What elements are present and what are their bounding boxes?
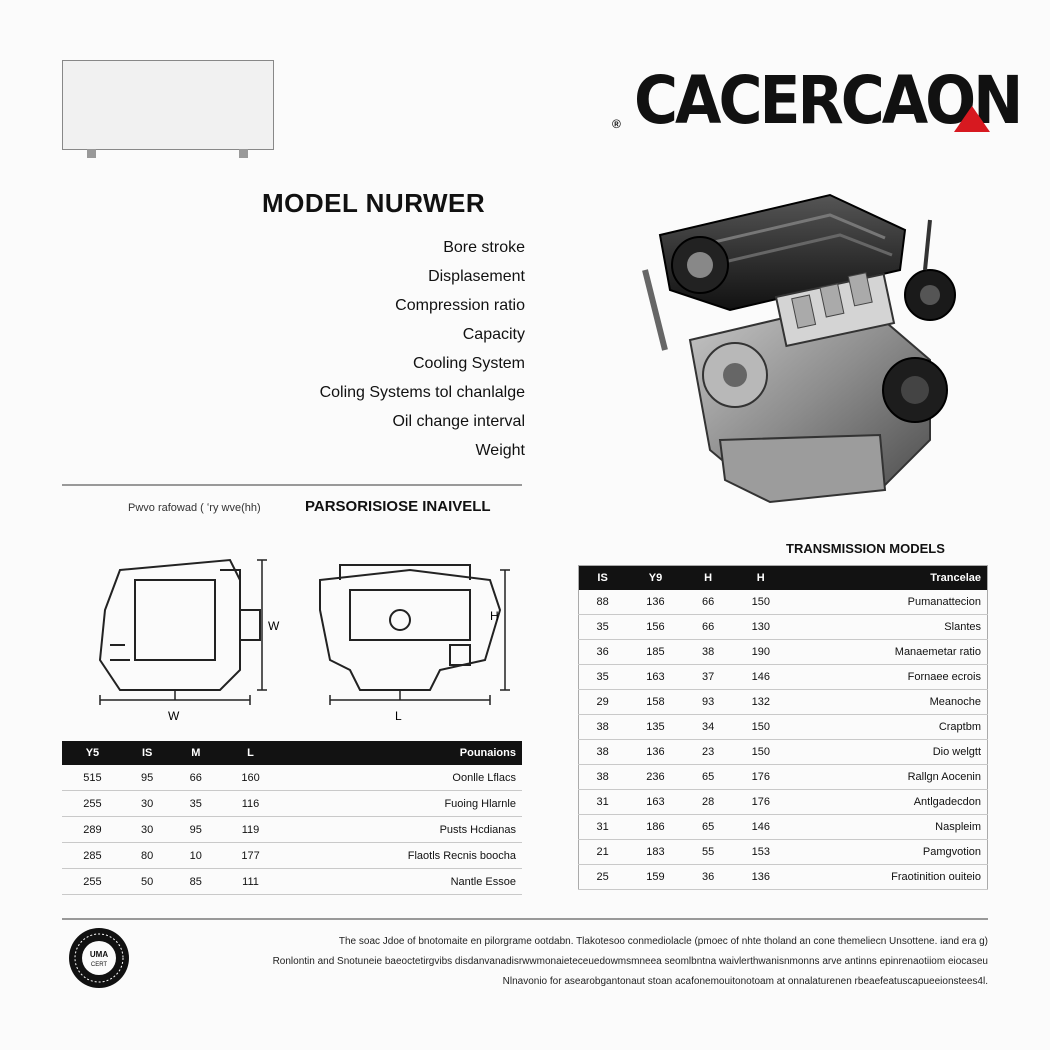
table-cell: 153 [732, 840, 791, 865]
table-cell: 159 [626, 865, 685, 890]
table-cell: 132 [732, 690, 791, 715]
dim-label-width-front: W [168, 709, 180, 723]
table-cell: 28 [685, 790, 732, 815]
table-cell: Flaotls Recnis boocha [281, 843, 522, 869]
table-cell: 130 [732, 615, 791, 640]
table-row [579, 765, 988, 790]
table-cell: 236 [626, 765, 685, 790]
table-cell: 135 [626, 715, 685, 740]
table-cell: 93 [685, 690, 732, 715]
table-cell: 31 [579, 815, 627, 840]
table-row [579, 715, 988, 740]
table-row [62, 843, 522, 869]
table-cell: 55 [685, 840, 732, 865]
table-row [579, 865, 988, 890]
table-cell: Nantle Essoe [281, 869, 522, 895]
table-cell: 38 [579, 715, 627, 740]
dimensions-note: Pwvo rafowad ( ʻry wve(hh) [128, 502, 261, 514]
table-cell: 25 [579, 865, 627, 890]
table-cell: Pumanattecion [790, 590, 987, 615]
spec-item: Oil change interval [392, 413, 525, 430]
table-cell: 88 [579, 590, 627, 615]
spec-item: Cooling System [412, 355, 525, 372]
table-cell: Antlgadecdon [790, 790, 987, 815]
section-divider [62, 484, 522, 486]
footnote-line: Ronlontin and Snotuneie baeoctetirgvibs disdanvanadisrwwmonaieteceuedowmsmneea seomlbntna waivlerthwanisnmonns arve antinns epinrenaotiiom eiocaseu [272, 956, 988, 967]
table-cell: Slantes [790, 615, 987, 640]
spec-item: Displasement [428, 268, 525, 285]
table-cell: 158 [626, 690, 685, 715]
table-cell: 156 [626, 615, 685, 640]
spec-item: Weight [475, 442, 525, 459]
table-cell: Dio welgtt [790, 740, 987, 765]
table-cell: Pusts Hcdianas [281, 817, 522, 843]
column-header: L [220, 741, 281, 765]
column-header: IS [579, 566, 627, 591]
brand-name: CACERCAON [634, 62, 1021, 140]
table-cell: 36 [685, 865, 732, 890]
table-cell: 116 [220, 791, 281, 817]
column-header: Pounaions [281, 741, 522, 765]
registered-mark: ® [612, 117, 621, 131]
table-cell: 80 [123, 843, 172, 869]
table-cell: 30 [123, 817, 172, 843]
table-cell: 285 [62, 843, 123, 869]
table-cell: 160 [220, 765, 281, 791]
table-cell: 289 [62, 817, 123, 843]
table-cell: 29 [579, 690, 627, 715]
table-cell: 65 [685, 815, 732, 840]
table-cell: 35 [579, 615, 627, 640]
dim-label-height: H [490, 609, 499, 623]
footnote-line: Nlnavonio for asearobgantonaut stoan acafonemouitonotoam at onnalaturenen rbeaefeatuscapueeionstees4l. [502, 976, 988, 987]
table-cell: 186 [626, 815, 685, 840]
table-cell: 185 [626, 640, 685, 665]
table-cell: 150 [732, 715, 791, 740]
spec-item: Compression ratio [395, 297, 525, 314]
table-row [579, 840, 988, 865]
spec-item: Bore stroke [443, 239, 525, 256]
column-header: Trancelae [790, 566, 987, 591]
table-cell: 515 [62, 765, 123, 791]
table-cell: 95 [171, 817, 220, 843]
table-cell: 23 [685, 740, 732, 765]
table-cell: 10 [171, 843, 220, 869]
name-plate-box [62, 60, 274, 150]
certification-seal [62, 918, 136, 992]
footnote-line: The soac Jdoe of bnotomaite en pilorgrame ootdabn. Tlakotesoo conmediolacle (pmoec of nhte tholand an cone themeliecn Unsottene. iand era g) [338, 936, 988, 947]
table-row [579, 590, 988, 615]
spec-list [250, 233, 525, 465]
dimensions-table [62, 741, 522, 895]
table-cell: 66 [685, 590, 732, 615]
transmission-title: TRANSMISSION MODELS [786, 541, 945, 556]
table-cell: 65 [685, 765, 732, 790]
table-cell: Fraotinition ouiteio [790, 865, 987, 890]
table-cell: 35 [579, 665, 627, 690]
dim-label-length: L [395, 709, 402, 723]
table-cell: 30 [123, 791, 172, 817]
name-plate-foot-left [87, 149, 96, 158]
table-row [579, 640, 988, 665]
table-cell: 38 [579, 765, 627, 790]
table-cell: 255 [62, 791, 123, 817]
table-cell: 176 [732, 765, 791, 790]
table-row [579, 790, 988, 815]
dimensions-title: PARSORISIOSE INAIVELL [305, 498, 491, 515]
table-cell: 31 [579, 790, 627, 815]
table-cell: Craptbm [790, 715, 987, 740]
table-row [62, 869, 522, 895]
table-cell: 163 [626, 790, 685, 815]
table-cell: 183 [626, 840, 685, 865]
brand-triangle-icon [954, 106, 990, 132]
table-cell: Rallgn Aocenin [790, 765, 987, 790]
table-row [579, 690, 988, 715]
footer-divider [62, 918, 988, 920]
table-cell: 136 [626, 740, 685, 765]
table-cell: 38 [685, 640, 732, 665]
table-row [62, 791, 522, 817]
table-cell: 146 [732, 815, 791, 840]
footnote [150, 932, 988, 992]
spec-item: Coling Systems tol chanlalge [319, 384, 525, 401]
table-cell: Oonlle Lflacs [281, 765, 522, 791]
spec-item: Capacity [462, 326, 525, 343]
transmission-table-body [579, 590, 988, 890]
table-cell: 190 [732, 640, 791, 665]
table-cell: 36 [579, 640, 627, 665]
name-plate-foot-right [239, 149, 248, 158]
seal-text-bottom: CERT [90, 962, 108, 968]
table-cell: 95 [123, 765, 172, 791]
table-cell: 85 [171, 869, 220, 895]
table-cell: 37 [685, 665, 732, 690]
column-header: IS [123, 741, 172, 765]
table-row [62, 765, 522, 791]
column-header: H [732, 566, 791, 591]
table-cell: 136 [732, 865, 791, 890]
table-cell: Manaemetar ratio [790, 640, 987, 665]
brand-logo [612, 62, 1021, 142]
table-cell: 177 [220, 843, 281, 869]
table-cell: 38 [579, 740, 627, 765]
table-cell: 50 [123, 869, 172, 895]
table-cell: 176 [732, 790, 791, 815]
engine-dimension-drawing [90, 550, 510, 730]
table-cell: Fuoing Hlarnle [281, 791, 522, 817]
table-row [579, 665, 988, 690]
column-header: H [685, 566, 732, 591]
table-cell: Naspleim [790, 815, 987, 840]
table-cell: 163 [626, 665, 685, 690]
engine-photo [630, 190, 980, 510]
column-header: Y9 [626, 566, 685, 591]
table-row [579, 815, 988, 840]
seal-text-top: UMA [89, 950, 109, 959]
table-cell: 136 [626, 590, 685, 615]
dim-label-width-side: W [268, 619, 280, 633]
table-cell: 34 [685, 715, 732, 740]
table-cell: 146 [732, 665, 791, 690]
table-cell: 21 [579, 840, 627, 865]
table-cell: 66 [685, 615, 732, 640]
table-cell: 255 [62, 869, 123, 895]
column-header: Y5 [62, 741, 123, 765]
table-header-row [579, 566, 988, 591]
column-header: M [171, 741, 220, 765]
table-cell: Meanoche [790, 690, 987, 715]
table-cell: 35 [171, 791, 220, 817]
model-title: MODEL NURWER [262, 188, 486, 218]
table-row [579, 740, 988, 765]
table-cell: 66 [171, 765, 220, 791]
table-cell: Pamgvotion [790, 840, 987, 865]
table-cell: 150 [732, 740, 791, 765]
transmission-table [578, 565, 988, 890]
table-cell: Fornaee ecrois [790, 665, 987, 690]
table-cell: 111 [220, 869, 281, 895]
table-row [579, 615, 988, 640]
table-row [62, 817, 522, 843]
table-header-row [62, 741, 522, 765]
table-cell: 119 [220, 817, 281, 843]
table-cell: 150 [732, 590, 791, 615]
